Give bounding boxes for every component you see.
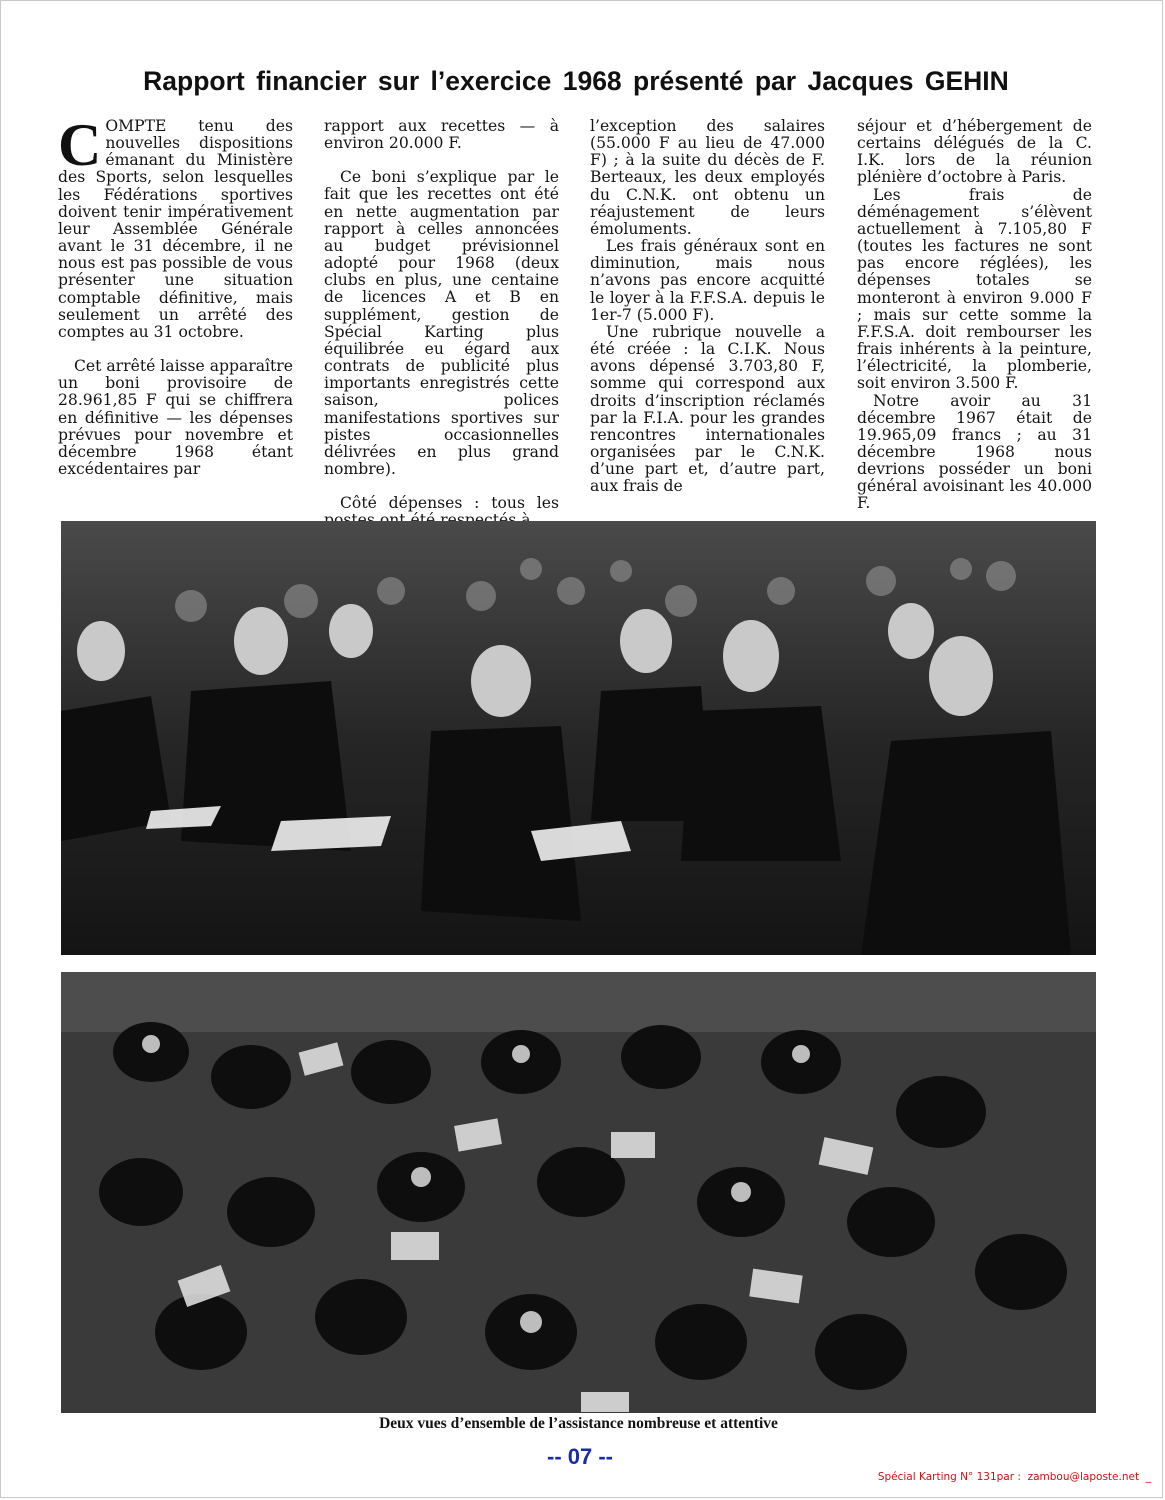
- paragraph-text: OMPTE tenu des nouvelles dispositions émanant du Ministère des Sports, selon lesquelles les Fédérations sportives doivent tenir impérativement leur Assemblée Générale avant le 31 décembre, il ne nous est pas possible de vous présenter une situation comptable définitive, mais seulement un arrêté des comptes au 31 octobre.: [58, 117, 293, 341]
- article-title: Rapport financier sur l’exercice 1968 présenté par Jacques GEHIN: [143, 66, 1009, 96]
- audience-photo-front: [61, 521, 1096, 955]
- text-column-1: [58, 112, 293, 478]
- drop-cap: C: [58, 112, 102, 178]
- text-column-4: [857, 118, 1092, 513]
- audience-photo-overhead: [61, 972, 1096, 1413]
- paragraph: Les frais généraux sont en diminution, mais nous n’avons pas encore acquitté le loyer à la F.F.S.A. depuis le 1er-7 (5.000 F).: [590, 237, 825, 324]
- paragraph: Les frais de déménagement s’élèvent actuellement à 7.105,80 F (toutes les factures ne sont pas encore réglées), les dépenses totales se monteront à environ 9.000 F ; mais sur cette somme la F.F.S.A. doit rembourser les frais inhérents à la peinture, l’électricité, la plomberie, soit environ 3.500 F.: [857, 185, 1092, 393]
- photo-caption: Deux vues d’ensemble de l’assistance nombreuse et attentive: [379, 1415, 778, 1432]
- paragraph: rapport aux recettes — à environ 20.000 F.: [324, 117, 559, 153]
- text-column-2: [324, 118, 559, 529]
- paragraph: Côté dépenses : tous les: [340, 494, 559, 513]
- paragraph: Cet arrêté laisse apparaître un boni provisoire de 28.961,85 F qui se chiffrera en définitive — les dépenses prévues pour novembre et décembre 1968 étant excédentaires par: [58, 357, 293, 478]
- text-column-3: [590, 118, 825, 495]
- scan-credit: Spécial Karting N° 131par : zambou@laposte.net _: [877, 1471, 1151, 1483]
- page-number: -- 07 --: [547, 1444, 613, 1469]
- paragraph: Ce boni s’explique par le fait que les recettes ont été en nette augmentation par rapport à celles annoncées au budget prévisionnel adopté pour 1968 (deux clubs en plus, une centaine de licences A et B en supplément, gestion de Spécial Karting plus équilibrée eu égard aux contrats de publicité plus importants enregistrés cette saison, polices manifestations sportives sur pistes occasionnelles délivrées en plus grand nombre).: [324, 168, 559, 478]
- paragraph: séjour et d’hébergement de certains délégués de la C. I.K. lors de la réunion plénière d’octobre à Paris.: [857, 117, 1092, 187]
- paragraph: Une rubrique nouvelle a été créée : la C.I.K. Nous avons dépensé 3.703,80 F, somme qui correspond aux droits d’inscription réclamés par la F.I.A. pour les grandes rencontres internationales organisées par le C.N.K. d’une part et, d’autre part, aux frais de: [590, 322, 825, 496]
- paragraph: Notre avoir au 31 décembre 1967 était de 19.965,09 francs ; au 31 décembre 1968 nous devrions posséder un boni général avoisinant les 40.000 F.: [857, 391, 1092, 513]
- audience-photo-overhead-image: [61, 972, 1096, 1413]
- paragraph: [58, 112, 293, 341]
- paragraph: l’exception des salaires (55.000 F au lieu de 47.000 F) ; à la suite du décès de F. Berteaux, les deux employés du C.N.K. ont obtenu un réajustement de leurs émoluments.: [590, 117, 825, 238]
- audience-photo-front-image: [61, 521, 1096, 955]
